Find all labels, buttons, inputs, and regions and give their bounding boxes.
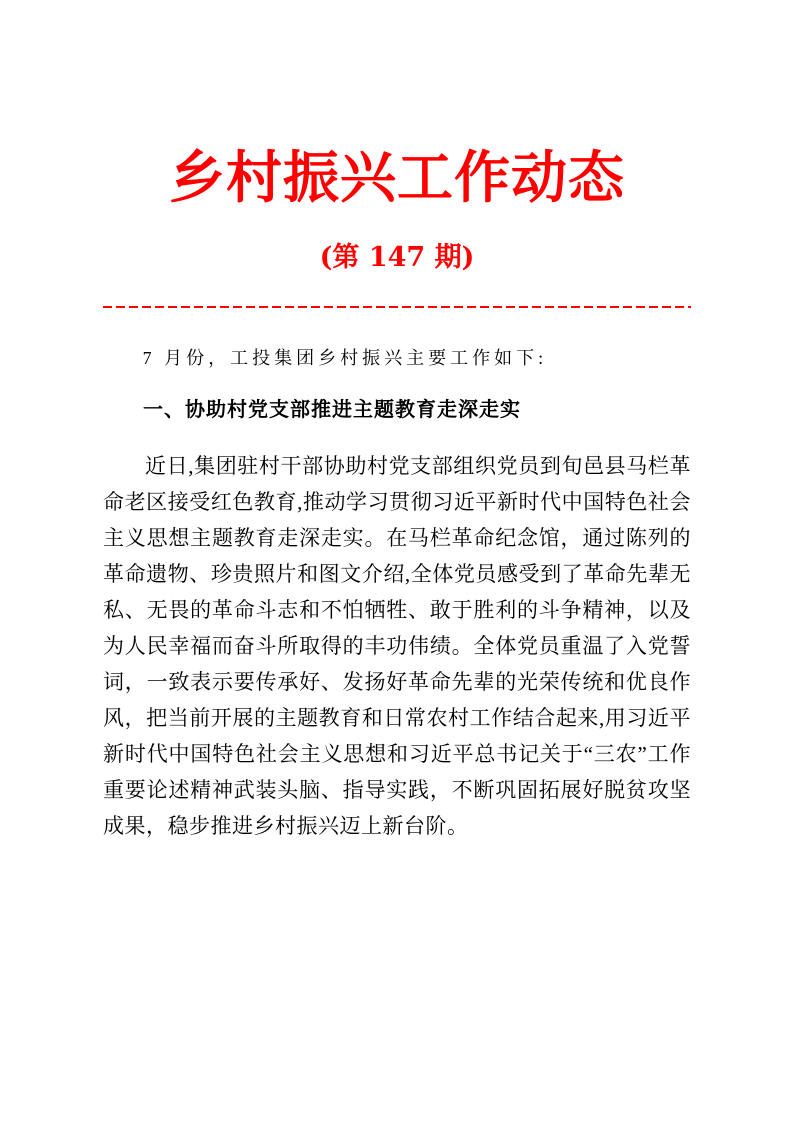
section-1-heading: 一、协助村党支部推进主题教育走深走实 (143, 397, 521, 421)
issue-number: (第 147 期) (319, 242, 475, 273)
section-1-paragraph: 近日,集团驻村干部协助村党支部组织党员到旬邑县马栏革命老区接受红色教育,推动学习贯彻习近平新时代中国特色社会主义思想主题教育走深走实。在马栏革命纪念馆，通过陈列的革命遗物、珍贵照片和图文介绍,全体党员感受到了革命先辈无私、无畏的革命斗志和不怕牺牲、敢于胜利的斗争精神，以及为人民幸福而奋斗所取得的丰功伟绩。全体党员重温了入党誓词，一致表示要传承好、发扬好革命先辈的光荣传统和优良作风，把当前开展的主题教育和日常农村工作结合起来,用习近平新时代中国特色社会主义思想和习近平总书记关于“三农”工作重要论述精神武装头脑、指导实践，不断巩固拓展好脱贫攻坚成果，稳步推进乡村振兴迈上新台阶。 (103, 454, 691, 838)
newsletter-title: 乡村振兴工作动态 (169, 145, 625, 211)
dashed-separator (103, 306, 691, 308)
intro-paragraph: 7 月份，工投集团乡村振兴主要工作如下: (142, 348, 548, 368)
